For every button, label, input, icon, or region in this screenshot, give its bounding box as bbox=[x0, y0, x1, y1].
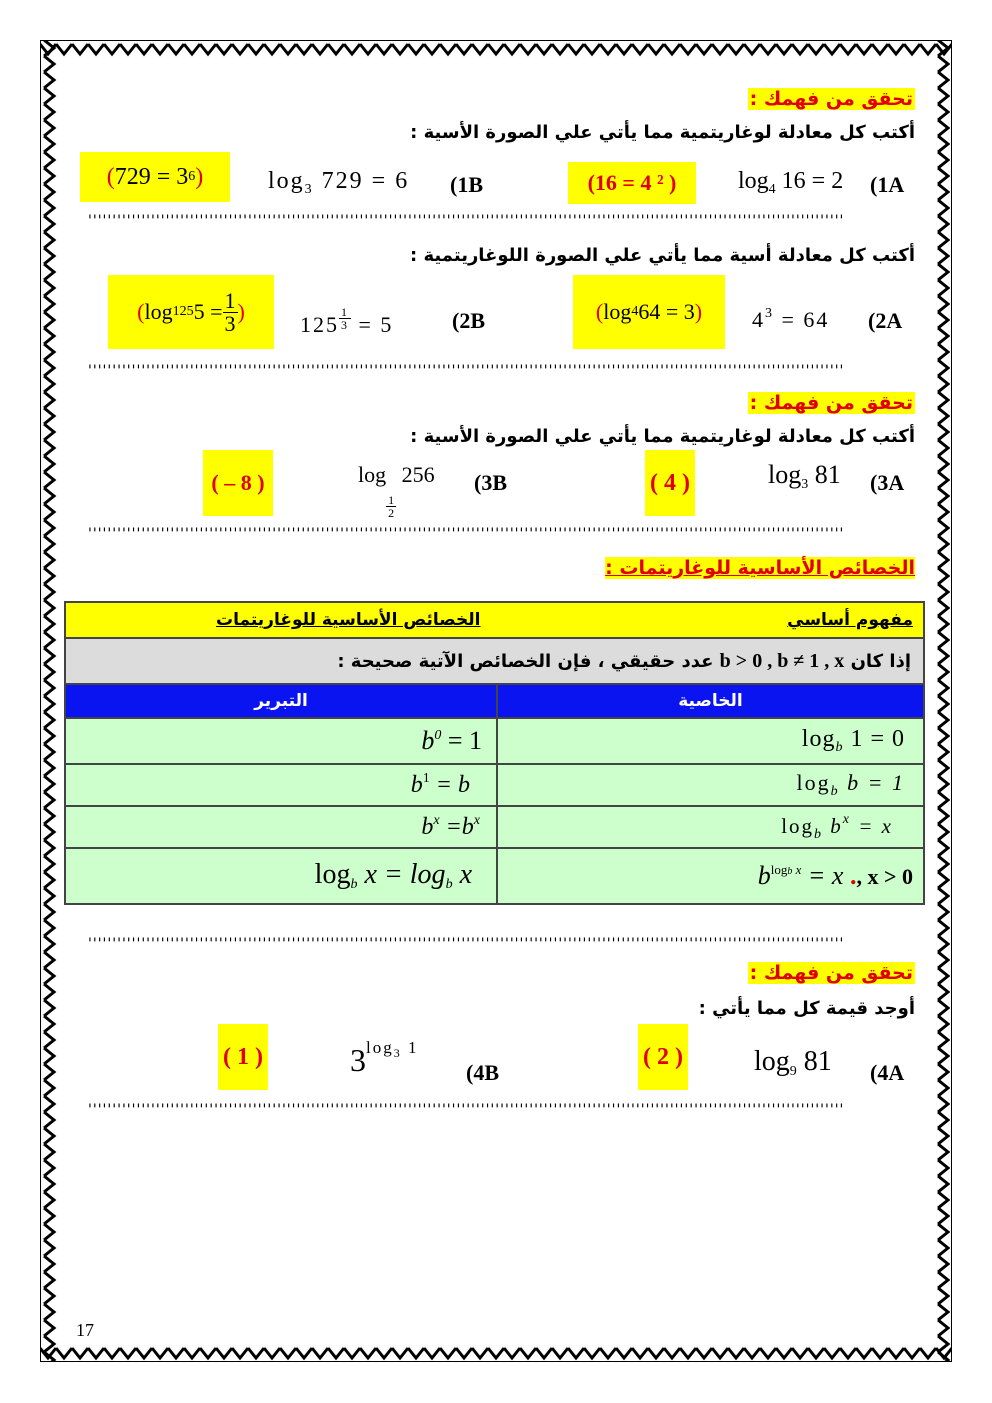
table-row bbox=[65, 806, 924, 848]
separator-4: '''''''''''''''''''''''''''''''''''''''''''''''''''''''''''''''''''''''''''''''''''''''''''''''''''''''''''''''''''''''''''''''''''''''''''''''''''''''''''' bbox=[88, 937, 845, 951]
properties-header-title: الخصائص الأساسية للوغاريتمات bbox=[216, 610, 481, 630]
q2b-expression: 125 $\frac{1}{3}$ = 5 bbox=[300, 305, 394, 337]
instruction-3: أكتب كل معادلة لوغاريتمية مما يأتي علي الصورة الأسية : bbox=[410, 426, 915, 447]
q1b-answer: ( 729 = 3 6 ) bbox=[80, 152, 230, 202]
condition-math: b > 0 , b ≠ 1 , x bbox=[719, 649, 845, 672]
properties-table bbox=[64, 601, 925, 905]
q2a-expression: $4^3 = 64$ bbox=[752, 306, 830, 332]
property-cell: $\log_b b = 1$ bbox=[497, 764, 924, 806]
reason-cell: $b^x =b^x$ bbox=[65, 806, 497, 848]
q1b-expression: $\log_3 729 = 6$ bbox=[268, 168, 410, 197]
q2a-label: (2A bbox=[868, 308, 903, 333]
q1a-label: (1A bbox=[870, 172, 905, 197]
condition-row: إذا كان b > 0 , b ≠ 1 , x عدد حقيقي ، فإن الخصائص الآتية صحيحة : bbox=[65, 638, 924, 684]
property-cell: $b^{logb x} = x$ ., x > 0 bbox=[497, 848, 924, 904]
col-header-reason: التبرير bbox=[65, 684, 497, 718]
table-row bbox=[65, 718, 924, 764]
check-understanding-title-2: تحقق من فهمك : bbox=[749, 392, 913, 414]
reason-cell: $b^0 = 1$ bbox=[65, 718, 497, 764]
q4b-expression: $3^{log_3 1}$ bbox=[350, 1038, 419, 1078]
q3a-expression: $\log_3 81$ bbox=[768, 460, 841, 492]
property-cell: $\log_b 1 = 0$ bbox=[497, 718, 924, 764]
check-understanding-title-3: تحقق من فهمك : bbox=[749, 962, 913, 984]
reason-cell: $b^1 = b$ bbox=[65, 764, 497, 806]
border-zigzag-left bbox=[40, 40, 58, 1362]
q4a-label: (4A bbox=[870, 1060, 905, 1085]
separator-1: '''''''''''''''''''''''''''''''''''''''''''''''''''''''''''''''''''''''''''''''''''''''''''''''''''''''''''''''''''''''''''''''''''''''''''''''''''''''''''' bbox=[88, 214, 845, 228]
table-row bbox=[65, 764, 924, 806]
border-zigzag-bottom bbox=[40, 1344, 952, 1362]
separator-5: '''''''''''''''''''''''''''''''''''''''''''''''''''''''''''''''''''''''''''''''''''''''''''''''''''''''''''''''''''''''''''''''''''''''''''''''''''''''''''' bbox=[88, 1103, 845, 1117]
q2b-answer: ( log 125 5 = $\frac{1}{3}$ ) bbox=[108, 275, 274, 349]
properties-title: الخصائص الأساسية للوغاريتمات : bbox=[605, 557, 915, 579]
separator-3: '''''''''''''''''''''''''''''''''''''''''''''''''''''''''''''''''''''''''''''''''''''''''''''''''''''''''''''''''''''''''''''''''''''''''''''''''''''''''''' bbox=[88, 527, 845, 541]
instruction-2: أكتب كل معادلة أسية مما يأتي علي الصورة اللوغاريتمية : bbox=[410, 245, 915, 266]
border-zigzag-right bbox=[934, 40, 952, 1362]
col-header-property: الخاصية bbox=[497, 684, 924, 718]
q3b-label: (3B bbox=[474, 470, 507, 495]
q3a-label: (3A bbox=[870, 470, 905, 495]
q3b-expression: log $\frac{1}{2}$ 256 bbox=[358, 462, 435, 520]
q3a-answer: ( 4 ) bbox=[645, 450, 695, 516]
q4a-expression: $\log_9 81$ bbox=[754, 1046, 832, 1079]
border-zigzag-top bbox=[40, 40, 952, 58]
q2b-label: (2B bbox=[452, 308, 485, 333]
q4b-answer: ( 1 ) bbox=[218, 1024, 268, 1090]
check-understanding-title-1: تحقق من فهمك : bbox=[749, 88, 913, 110]
key-concept-label: مفهوم أساسي bbox=[787, 610, 913, 630]
q1a-answer: (16 = 4 ² ) bbox=[568, 162, 696, 204]
page-number: 17 bbox=[76, 1320, 94, 1340]
reason-cell: $\log_b x = \log_b x$ bbox=[65, 848, 497, 904]
instruction-4: أوجد قيمة كل مما يأتي : bbox=[698, 998, 915, 1019]
q3b-answer: ( – 8 ) bbox=[203, 450, 273, 516]
table-row bbox=[65, 848, 924, 904]
properties-header bbox=[65, 602, 924, 638]
q1a-expression: $\log_4 16 = 2$ bbox=[738, 168, 844, 197]
instruction-1: أكتب كل معادلة لوغاريتمية مما يأتي علي الصورة الأسية : bbox=[410, 122, 915, 143]
q4b-label: (4B bbox=[466, 1060, 499, 1085]
separator-2: '''''''''''''''''''''''''''''''''''''''''''''''''''''''''''''''''''''''''''''''''''''''''''''''''''''''''''''''''''''''''''''''''''''''''''''''''''''''''''' bbox=[88, 364, 845, 378]
property-cell: $\log_b b^x = x$ bbox=[497, 806, 924, 848]
q1b-label: (1B bbox=[450, 172, 483, 197]
q2a-answer: ( log 4 64 = 3 ) bbox=[573, 275, 725, 349]
q4a-answer: ( 2 ) bbox=[638, 1024, 688, 1090]
